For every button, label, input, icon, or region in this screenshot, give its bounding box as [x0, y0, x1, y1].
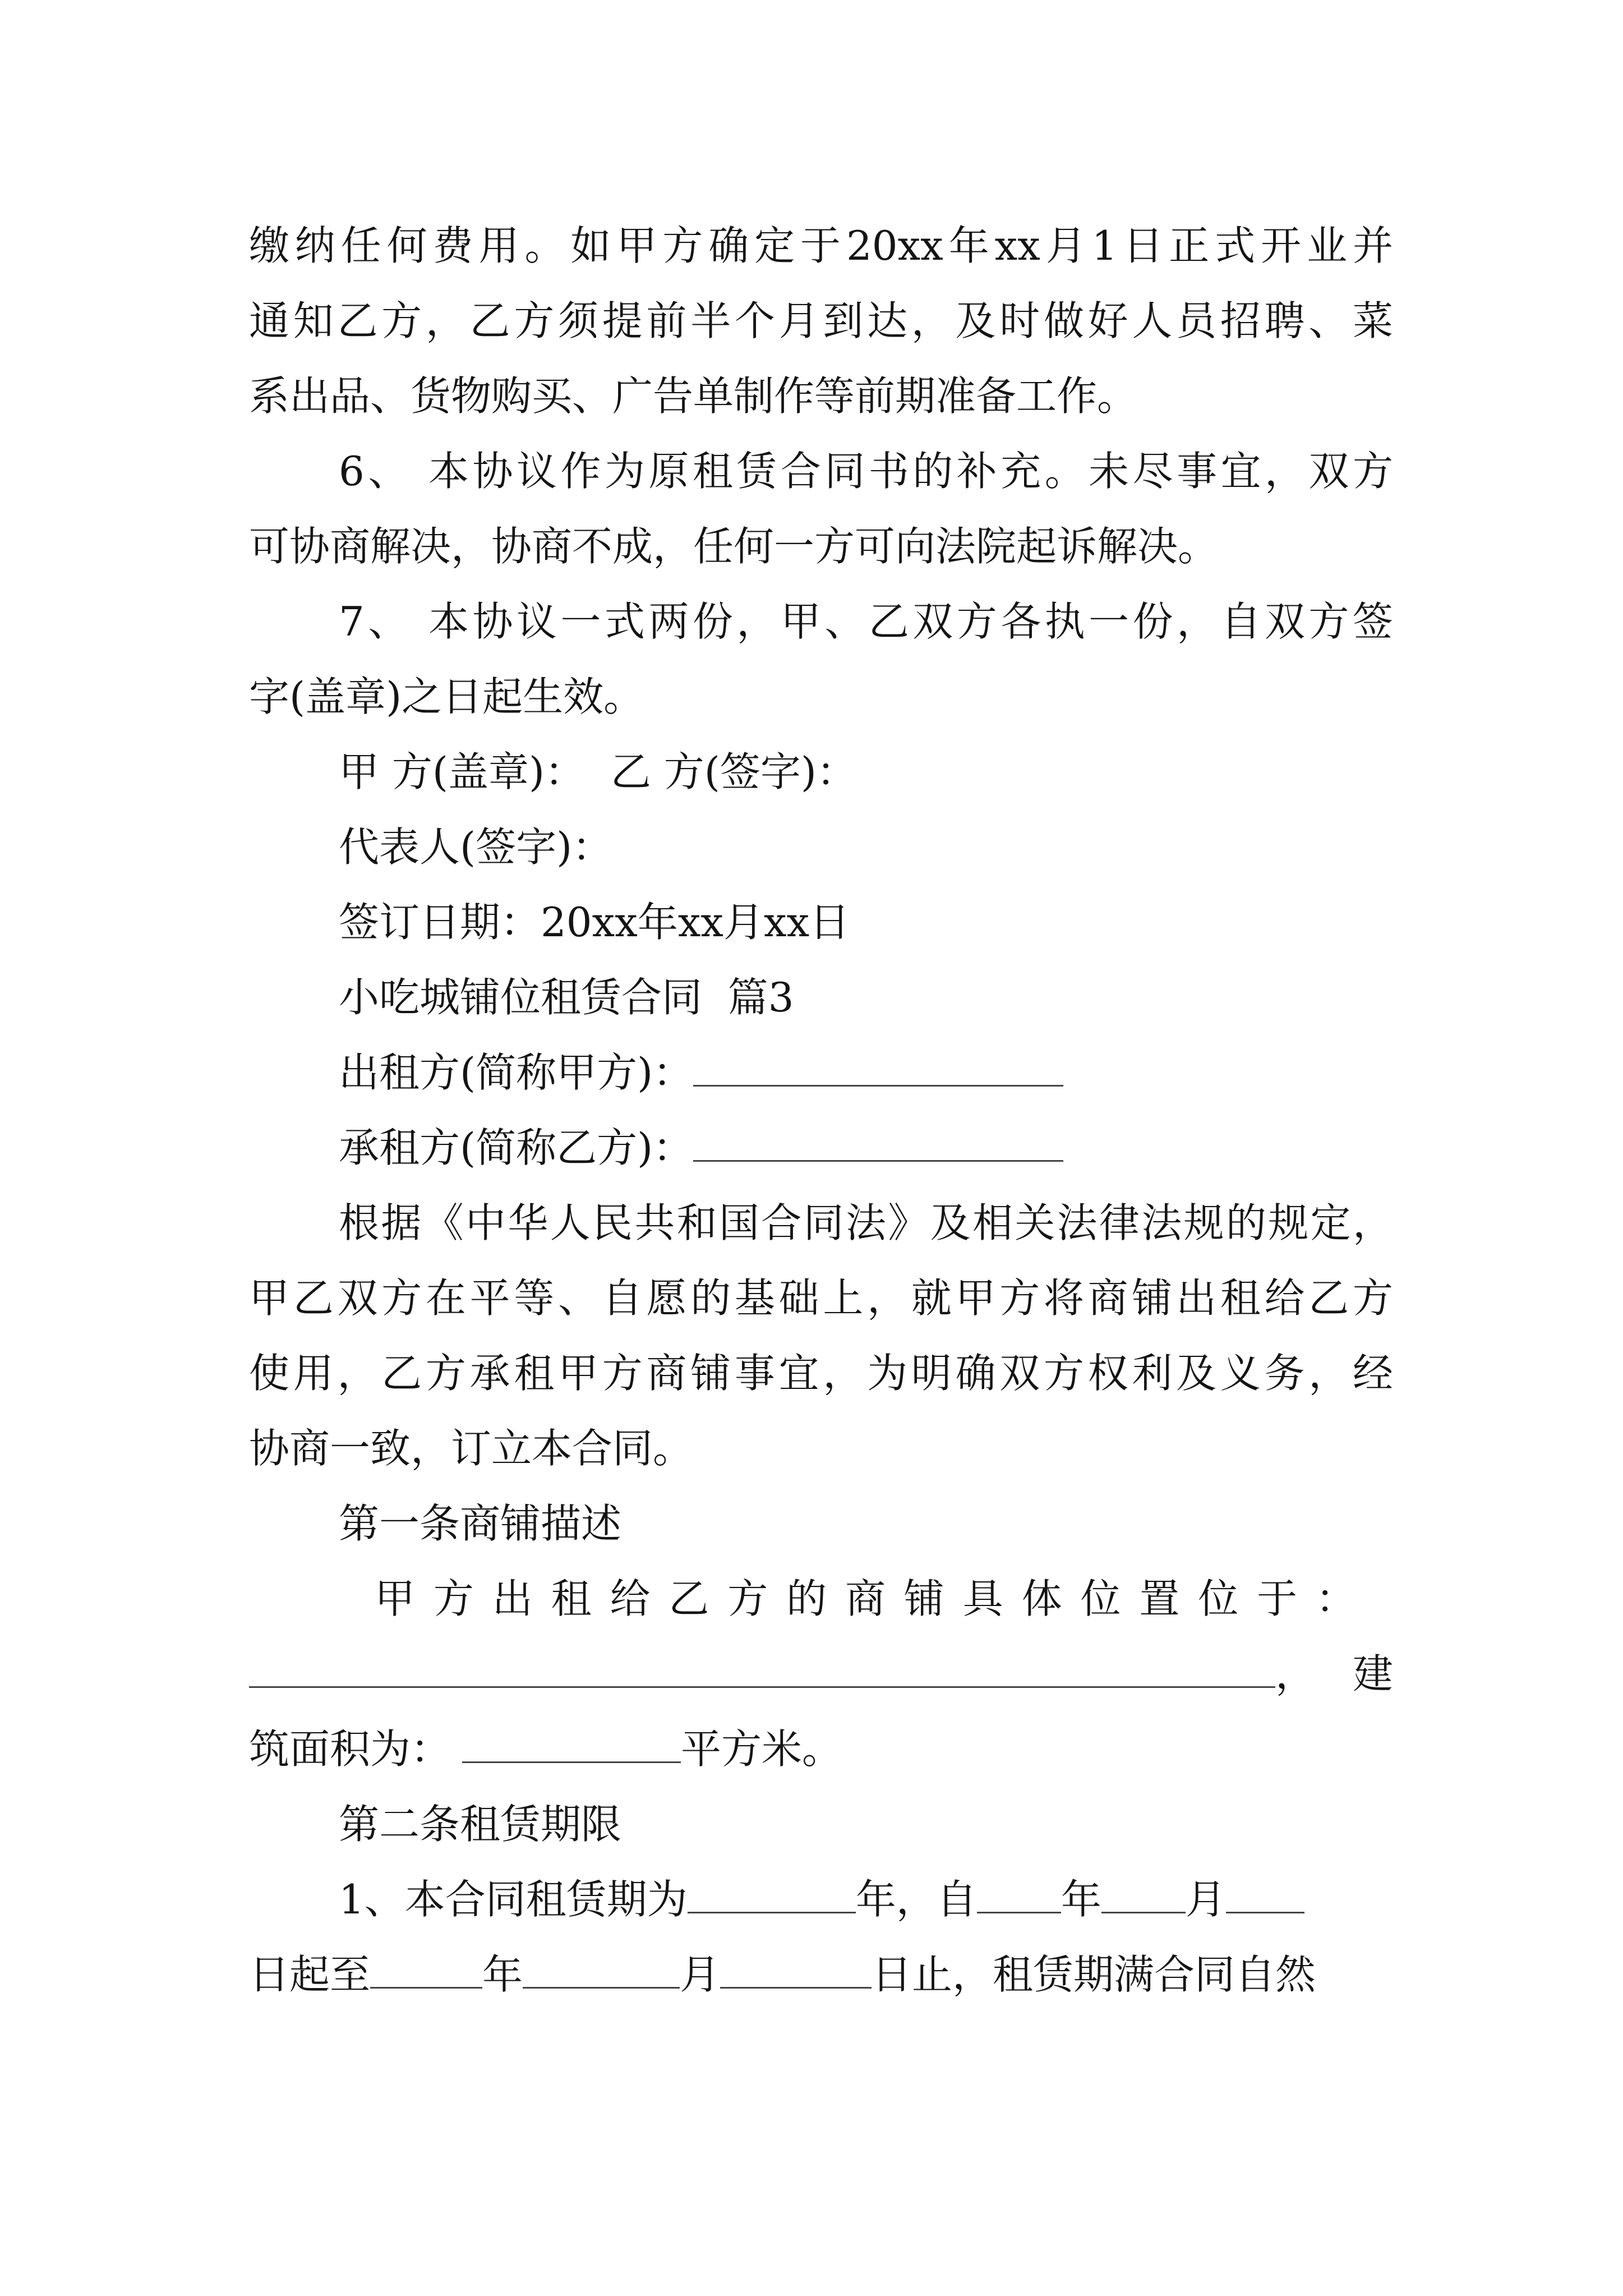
term-text: 年，自 [855, 1876, 977, 1923]
lessee-blank [693, 1129, 1063, 1162]
paragraph-line: 缴纳任何费用。如甲方确定于20xx年xx月1日正式开业并 [249, 222, 1393, 269]
term-text: 月 [680, 1951, 721, 1998]
end-month-blank [523, 1955, 680, 1989]
basis-line: 协商一致，订立本合同。 [249, 1425, 694, 1472]
article-1-area-line [249, 1715, 1393, 1783]
area-blank [462, 1730, 681, 1763]
basis-line: 使用，乙方承租甲方商铺事宜，为明确双方权利及义务，经 [249, 1350, 1393, 1397]
signature-parties: 甲 方(盖章)： 乙 方(签字)： [339, 748, 857, 795]
term-line-1 [339, 1866, 1393, 1933]
lessor-blank [693, 1053, 1063, 1087]
start-month-blank [1101, 1880, 1186, 1913]
lessor-line [339, 1039, 1393, 1106]
start-day-blank [1226, 1880, 1304, 1913]
clause-6-line: 6、 本协议作为原租赁合同书的补充。未尽事宜，双方 [339, 448, 1393, 495]
paragraph-line: 通知乙方，乙方须提前半个月到达，及时做好人员招聘、菜 [249, 297, 1393, 344]
end-year-blank [370, 1955, 482, 1989]
section-title: 小吃城铺位租赁合同 篇3 [339, 974, 794, 1021]
location-blank [249, 1655, 1275, 1688]
lessor-label: 出租方(简称甲方)： [339, 1049, 694, 1096]
article-1-heading: 第一条商铺描述 [339, 1500, 622, 1547]
comma-build-text: ，建 [1275, 1650, 1393, 1697]
clause-6-line: 可协商解决，协商不成，任何一方可向法院起诉解决。 [249, 523, 1219, 570]
end-day-blank [720, 1955, 872, 1989]
basis-line: 甲乙双方在平等、自愿的基础上，就甲方将商铺出租给乙方 [249, 1274, 1393, 1322]
signature-representative: 代表人(签字)： [339, 823, 613, 871]
start-year-blank [977, 1880, 1061, 1913]
lessee-line [339, 1114, 1393, 1181]
term-text: 日止，租赁期满合同自然 [872, 1951, 1316, 1998]
paragraph-line: 系出品、货物购买、广告单制作等前期准备工作。 [249, 372, 1138, 420]
signature-date: 签订日期：20xx年xx月xx日 [339, 899, 850, 946]
article-1-location-blank-line [249, 1640, 1393, 1708]
lessee-label: 承租方(简称乙方)： [339, 1124, 694, 1171]
area-prefix: 筑面积为： [249, 1726, 451, 1773]
clause-7-line: 字(盖章)之日起生效。 [249, 673, 644, 720]
clause-7-line: 7、 本协议一式两份，甲、乙双方各执一份，自双方签 [339, 598, 1393, 645]
term-years-blank [688, 1880, 856, 1913]
article-1-location: 甲方出租给乙方的商铺具体位置位于： [375, 1575, 1356, 1622]
article-2-heading: 第二条租赁期限 [339, 1801, 622, 1848]
basis-line: 根据《中华人民共和国合同法》及相关法律法规的规定， [339, 1199, 1393, 1246]
term-text: 年 [1061, 1876, 1101, 1923]
term-text: 年 [482, 1951, 523, 1998]
term-line-2 [249, 1941, 1393, 2008]
term-text: 月 [1185, 1876, 1226, 1923]
area-suffix: 平方米。 [681, 1726, 843, 1773]
term-text: 日起至 [249, 1951, 371, 1998]
term-text: 1、本合同租赁期为 [339, 1876, 688, 1923]
